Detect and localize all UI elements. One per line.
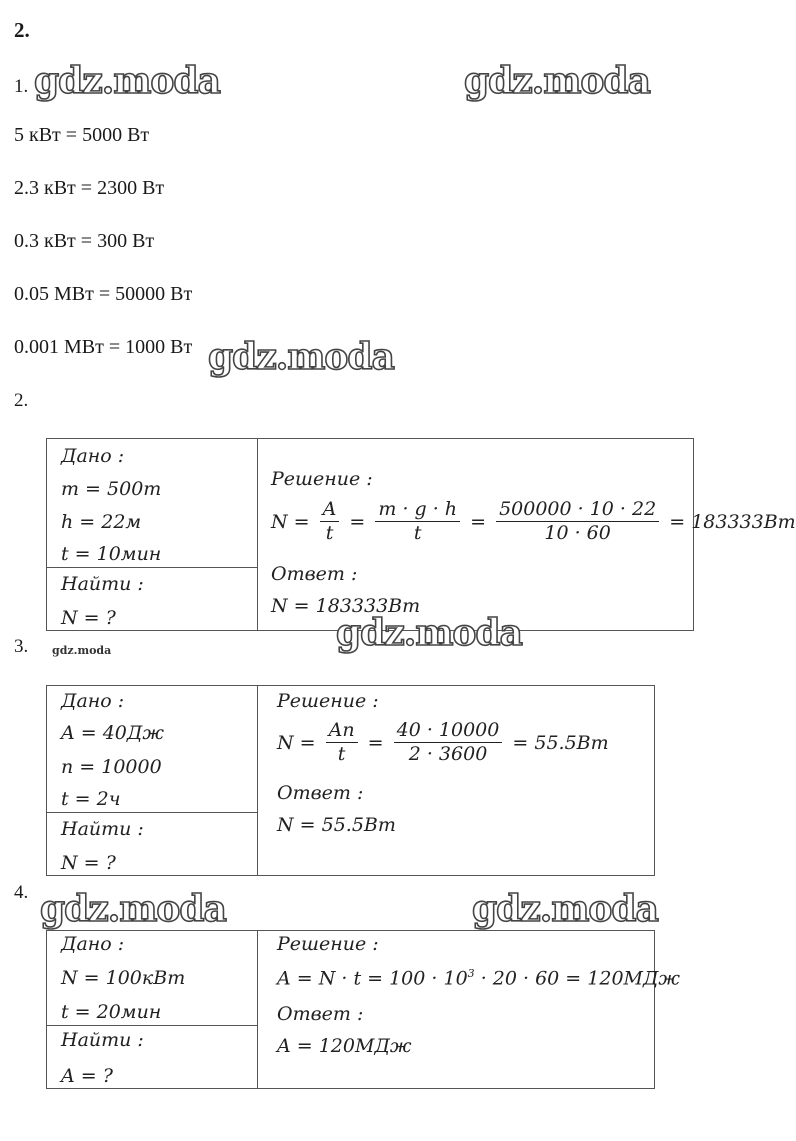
formula-equals-2: =: [470, 510, 487, 533]
task-2-given-1: m = 500т: [61, 478, 162, 500]
task-2-box: [46, 438, 796, 631]
task-4-given-2: t = 20мин: [61, 1001, 162, 1023]
task-4-box: [46, 930, 681, 1089]
task-3-answer: N = 55.5Вт: [277, 814, 396, 836]
watermark-5: gdz.moda: [40, 888, 226, 930]
formula-equals-1: =: [349, 510, 366, 533]
task-4-solution-label: Решение :: [277, 933, 379, 955]
task-4-answer: A = 120МДж: [277, 1035, 412, 1057]
task-3-row-divider: [47, 812, 257, 813]
task-3-given-2: n = 10000: [61, 756, 162, 778]
task-4-row-divider: [47, 1025, 257, 1026]
task-3-column-divider: [257, 686, 258, 875]
fraction-3-denominator: 10 · 60: [544, 521, 611, 544]
formula-lhs: N =: [271, 510, 310, 533]
fraction-2-numerator: 40 · 10000: [394, 720, 503, 743]
fraction-2-denominator: 2 · 3600: [408, 742, 488, 765]
task-4-given-label: Дано :: [61, 933, 125, 955]
fraction-2-numerator: m · g · h: [375, 499, 460, 522]
fraction-3-numerator: 500000 · 10 · 22: [496, 499, 659, 522]
conversion-line-3: 0.3 кВт = 300 Вт: [14, 230, 155, 252]
task-3-formula: [277, 720, 609, 766]
fraction-2-denominator: t: [413, 521, 422, 544]
task-2-formula: [271, 499, 796, 545]
task-4-number: 4.: [14, 882, 29, 903]
task-2-find: N = ?: [61, 607, 116, 629]
page-heading: 2.: [14, 18, 30, 42]
task-2-column-divider: [257, 439, 258, 630]
task-4-column-divider: [257, 931, 258, 1088]
task-2-find-label: Найти :: [61, 573, 144, 595]
fraction-1: [320, 499, 340, 545]
task-2-row-divider: [47, 567, 257, 568]
fraction-3: [496, 499, 659, 545]
conversion-line-4: 0.05 МВт = 50000 Вт: [14, 283, 193, 305]
task-3-given-1: A = 40Дж: [61, 722, 164, 744]
section-1-number: 1.: [14, 76, 29, 97]
task-3-find: N = ?: [61, 852, 116, 874]
formula-result: = 183333Вт: [669, 510, 796, 533]
task-3-answer-label: Ответ :: [277, 782, 364, 804]
formula-exponent: 3: [467, 967, 475, 980]
task-2-solution-label: Решение :: [271, 468, 373, 490]
fraction-1-denominator: t: [337, 742, 346, 765]
conversion-line-5: 0.001 МВт = 1000 Вт: [14, 336, 193, 358]
fraction-1-numerator: An: [326, 720, 358, 743]
task-3-given-3: t = 2ч: [61, 788, 121, 810]
task-2-given-label: Дано :: [61, 445, 125, 467]
watermark-3: gdz.moda: [208, 336, 394, 378]
fraction-1-numerator: A: [320, 499, 340, 522]
fraction-2: [375, 499, 460, 545]
watermark-6: gdz.moda: [472, 888, 658, 930]
fraction-1-denominator: t: [325, 521, 334, 544]
watermark-1: gdz.moda: [34, 60, 220, 102]
task-4-find-label: Найти :: [61, 1029, 144, 1051]
watermark-4: gdz.moda: [336, 612, 522, 654]
conversion-line-2: 2.3 кВт = 2300 Вт: [14, 177, 165, 199]
task-2-number: 2.: [14, 390, 29, 411]
watermark-small: gdz.moda: [52, 644, 112, 657]
task-2-given-2: h = 22м: [61, 511, 142, 533]
task-4-find: A = ?: [61, 1065, 113, 1087]
formula-part-1: A = N · t = 100 · 10: [277, 967, 468, 990]
task-4-given-1: N = 100кВт: [61, 967, 186, 989]
fraction-2: [394, 720, 503, 766]
task-3-given-label: Дано :: [61, 690, 125, 712]
formula-result: = 55.5Вт: [512, 731, 609, 754]
formula-lhs: N =: [277, 731, 316, 754]
task-2-answer: N = 183333Вт: [271, 595, 421, 617]
task-3-find-label: Найти :: [61, 818, 144, 840]
watermark-2: gdz.moda: [464, 60, 650, 102]
task-3-number: 3.: [14, 636, 29, 657]
conversion-line-1: 5 кВт = 5000 Вт: [14, 124, 150, 146]
task-2-answer-label: Ответ :: [271, 563, 358, 585]
formula-part-2: · 20 · 60 = 120МДж: [474, 967, 681, 990]
task-3-box: [46, 685, 655, 876]
task-3-solution-label: Решение :: [277, 690, 379, 712]
fraction-1: [326, 720, 358, 766]
task-4-answer-label: Ответ :: [277, 1003, 364, 1025]
formula-equals-1: =: [367, 731, 384, 754]
task-2-given-3: t = 10мин: [61, 543, 162, 565]
task-4-formula: [277, 967, 680, 989]
